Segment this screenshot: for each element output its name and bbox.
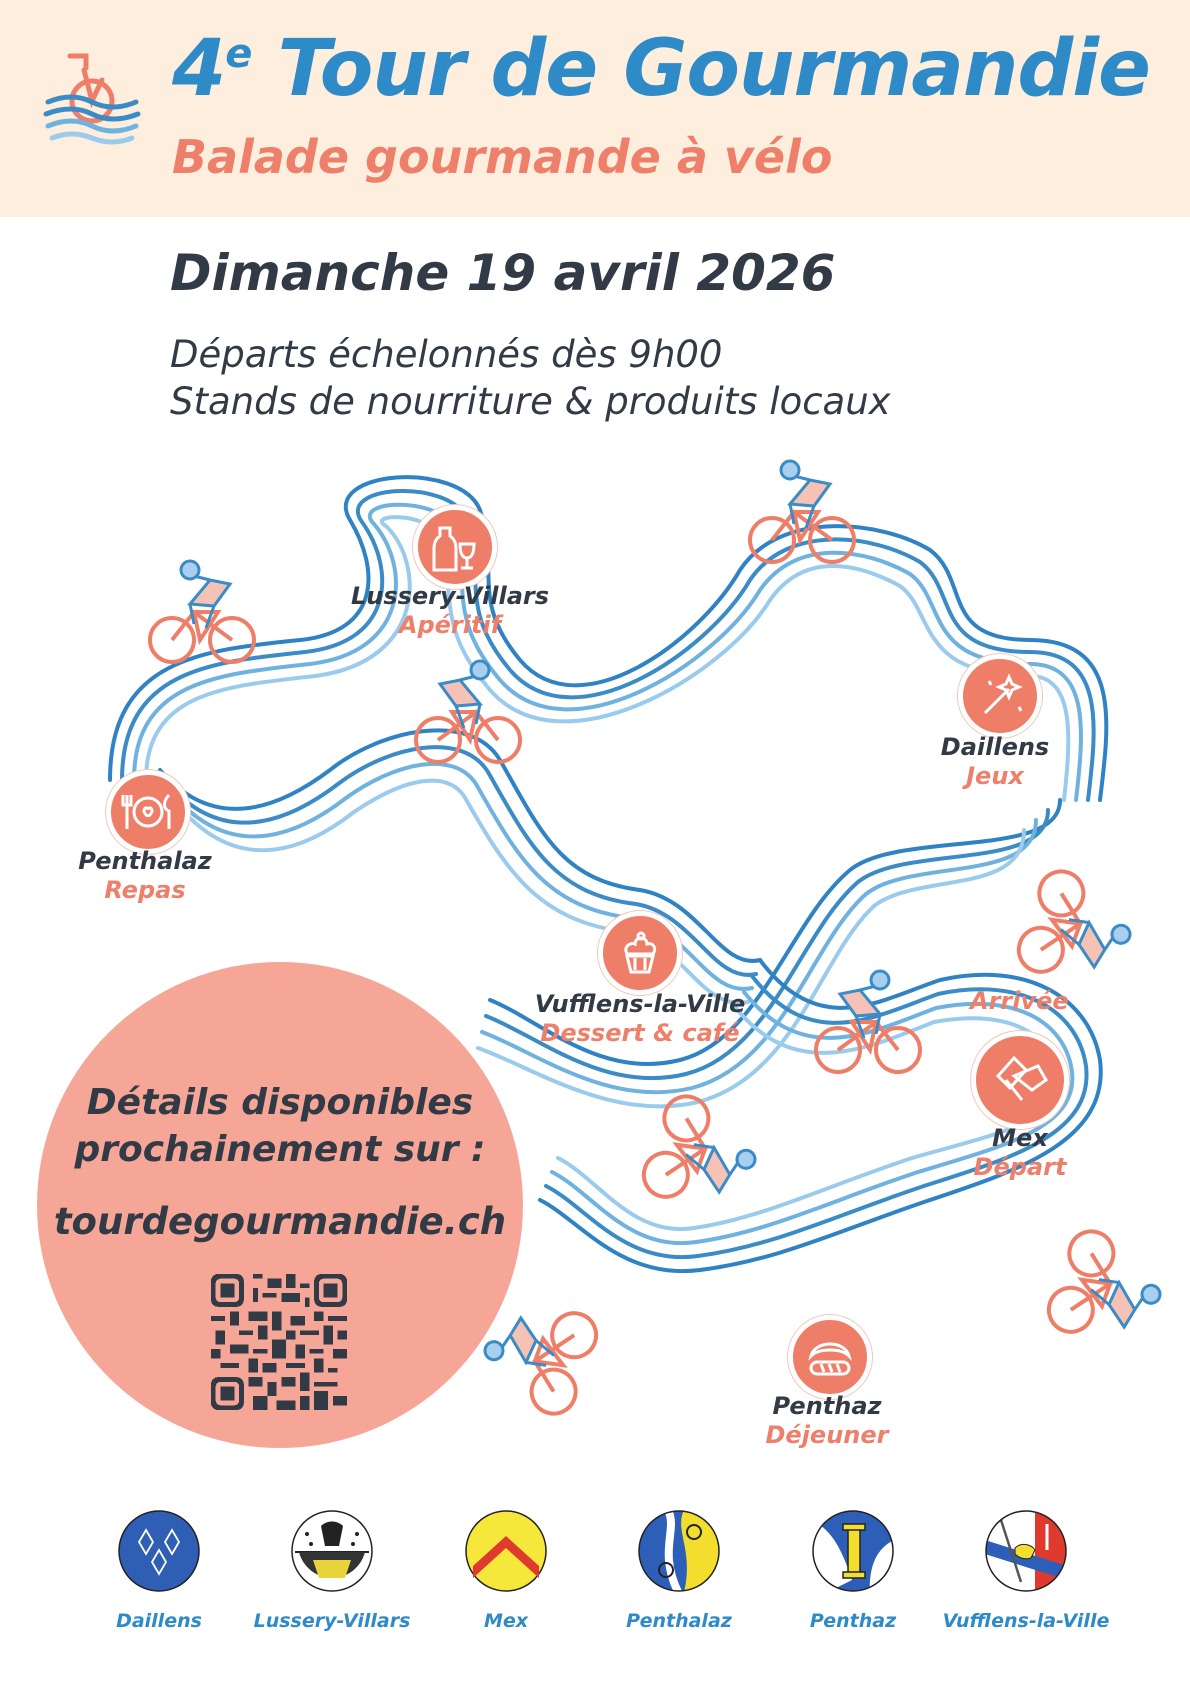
event-date: Dimanche 19 avril 2026	[170, 244, 836, 302]
vufflens-la-ville-crest-icon	[985, 1510, 1067, 1592]
stop-daillens: Daillens Jeux	[940, 733, 1050, 791]
magic-wand-icon	[958, 654, 1042, 738]
mex-crest-icon	[465, 1510, 547, 1592]
crest-vufflens-la-ville: Vufflens-la-Ville	[936, 1510, 1116, 1632]
info-text: Détails disponibles prochainement sur :	[74, 1082, 486, 1170]
penthalaz-crest-icon	[638, 1510, 720, 1592]
qr-code[interactable]	[211, 1274, 347, 1410]
bread-icon	[788, 1315, 872, 1399]
plate-icon	[106, 770, 190, 854]
crest-penthaz: Penthaz	[763, 1510, 943, 1632]
crest-penthalaz: Penthalaz	[589, 1510, 769, 1632]
website-link[interactable]: tourdegourmandie.ch	[53, 1200, 507, 1243]
cyclist-6	[638, 1090, 768, 1222]
penthaz-crest-icon	[812, 1510, 894, 1592]
route-band-crossing	[478, 800, 1060, 1106]
flags-icon	[971, 1031, 1069, 1129]
bicycle-logo-icon	[42, 46, 142, 156]
stop-penthaz: Penthaz Déjeuner	[765, 1392, 889, 1450]
stands-info: Stands de nourriture & produits locaux	[170, 380, 891, 423]
event-subtitle: Balade gourmande à vélo	[172, 130, 833, 184]
commune-crests	[0, 1510, 1190, 1660]
stop-penthalaz: Penthalaz Repas	[78, 847, 212, 905]
stop-mex: Mex Départ	[973, 1124, 1067, 1182]
crest-mex: Mex	[416, 1510, 596, 1632]
lussery-villars-crest-icon	[291, 1510, 373, 1592]
wine-icon	[413, 505, 497, 589]
crest-daillens: Daillens	[69, 1510, 249, 1632]
crest-lussery-villars: Lussery-Villars	[242, 1510, 422, 1632]
cyclist-7	[1043, 1225, 1173, 1357]
cyclist-4	[1013, 865, 1143, 997]
daillens-crest-icon	[118, 1510, 200, 1592]
header-banner	[0, 0, 1190, 217]
event-title: 4e Tour de Gourmandie	[172, 24, 1150, 114]
cupcake-icon	[598, 911, 682, 995]
stop-lussery-villars: Lussery-Villars Apéritif	[350, 582, 550, 640]
info-circle	[37, 962, 523, 1448]
departure-info: Départs échelonnés dès 9h00	[170, 333, 723, 376]
stop-vufflens-la-ville: Vufflens-la-Ville Dessert & café	[534, 990, 746, 1048]
arrival-label: Arrivée	[970, 987, 1069, 1015]
